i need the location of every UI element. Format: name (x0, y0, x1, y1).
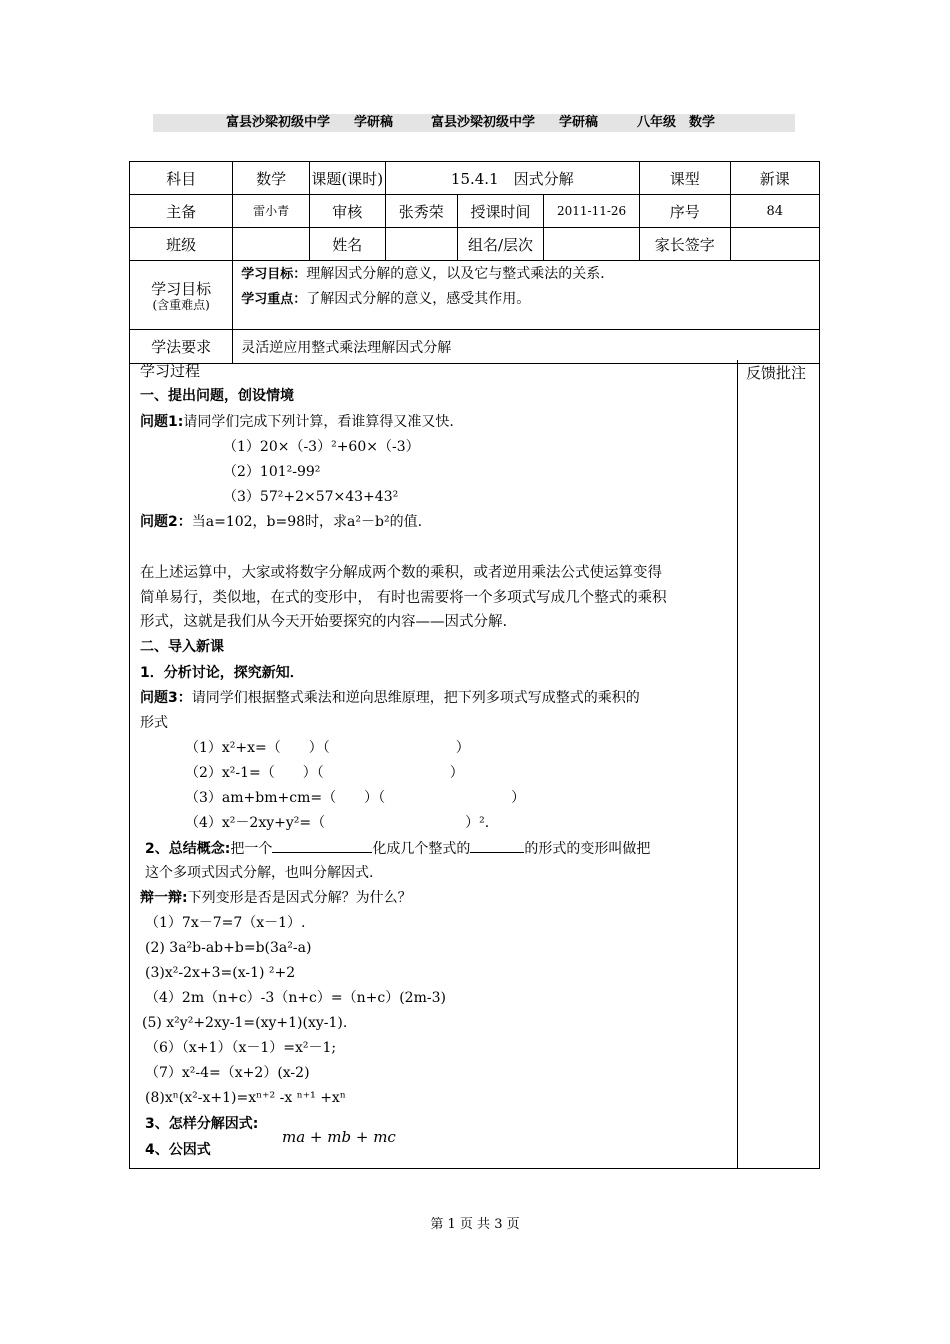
calc-3: （3）57²+2×57×43+43² (223, 489, 399, 505)
header-school-1: 富县沙梁初级中学 (226, 115, 331, 130)
concept-summary (145, 838, 650, 859)
calc-2: （2）101²-99² (223, 464, 321, 480)
time-label: 授课时间 (457, 195, 543, 228)
goal2-title: 学习重点： (241, 292, 307, 307)
factor-problem-1: （1）x²+x=（ ）（ ） (185, 740, 470, 756)
header-tag-1: 学研稿 (354, 115, 394, 130)
goal2-text: 了解因式分解的意义，感受其作用。 (306, 291, 531, 307)
header-grade: 八年级 (637, 115, 677, 130)
intro-paragraph-line-3: 形式，这就是我们从今天开始要探究的内容——因式分解. (140, 614, 508, 630)
question-1-text: 请同学们完成下列计算，看谁算得又准又快. (183, 414, 454, 430)
question-3-text-line-2: 形式 (140, 715, 168, 731)
debate-item-3: (3)x²-2x+3=(x-1) ²+2 (145, 965, 296, 981)
seq-label: 序号 (640, 195, 731, 228)
method-label: 学法要求 (130, 330, 233, 364)
goal-label: 学习目标 (151, 280, 212, 298)
feedback-label: 反馈批注 (746, 364, 807, 382)
type-value: 新课 (730, 162, 820, 195)
debate-item-1: （1）7x－7=7（x－1）. (145, 915, 306, 931)
factor-problem-3: （3）am+bm+cm=（ ）（ ） (185, 790, 526, 806)
debate-title: 辩一辩: (140, 890, 188, 906)
type-label: 课型 (640, 162, 731, 195)
question-2 (140, 512, 422, 532)
debate-item-4: （4）2m（n+c）-3（n+c）=（n+c）(2m-3) (145, 990, 446, 1006)
question-3-text: 请同学们根据整式乘法和逆向思维原理，把下列多项式写成整式的乘积的 (191, 690, 640, 706)
question-2-text: 当a=102，b=98时，求a²－b²的值. (191, 514, 423, 530)
goal-label-cell (130, 261, 233, 330)
process-title: 学习过程 (140, 362, 201, 380)
parent-value (730, 228, 820, 261)
debate-item-7: （7）x²-4=（x+2）(x-2) (145, 1065, 310, 1081)
subsection-1-heading: 1．分析讨论，探究新知． (140, 665, 304, 681)
question-1 (140, 412, 454, 432)
concept-line-2: 这个多项式因式分解，也叫分解因式. (145, 865, 374, 881)
debate-item-5: (5) x²y²+2xy-1=(xy+1)(xy-1). (142, 1015, 348, 1031)
name-value (385, 228, 457, 261)
calc-1: （1）20×（-3）²+60×（-3） (223, 439, 420, 455)
question-3-title: 问题3： (140, 690, 192, 706)
factor-problem-2: （2）x²-1=（ ）（ ） (185, 765, 464, 781)
class-label: 班级 (130, 228, 233, 261)
concept-text-c: 的形式的变形叫做把 (524, 841, 651, 857)
question-3 (140, 688, 640, 708)
subject-value: 数学 (233, 162, 310, 195)
debate-text: 下列变形是否是因式分解？为什么？ (187, 890, 412, 906)
debate (140, 888, 412, 908)
lead-value: 雷小青 (233, 195, 310, 228)
group-value (544, 228, 640, 261)
concept-text-a: 把一个 (230, 841, 273, 857)
section-4-heading: 4、公因式 (145, 1142, 211, 1158)
header-school-2: 富县沙梁初级中学 (431, 115, 536, 130)
parent-label: 家长签字 (640, 228, 731, 261)
concept-text-b: 化成几个整式的 (372, 841, 471, 857)
concept-blank-2[interactable] (470, 838, 524, 853)
section-1-heading: 一、提出问题，创设情境 (140, 388, 294, 404)
review-label: 审核 (309, 195, 385, 228)
topic-label: 课题(课时) (309, 162, 385, 195)
topic-value: 15.4.1 因式分解 (385, 162, 639, 195)
page-footer: 第 1 页 共 3 页 (430, 1217, 520, 1232)
feedback-divider (737, 360, 738, 1168)
intro-paragraph-line-2: 简单易行，类似地，在式的变形中， 有时也需要将一个多项式写成几个整式的乘积 (140, 590, 667, 606)
subject-label: 科目 (130, 162, 233, 195)
question-1-title: 问题1: (140, 414, 184, 430)
method-text: 灵活逆应用整式乘法理解因式分解 (233, 330, 820, 364)
debate-item-8: (8)xⁿ(x²-x+1)=xⁿ⁺² -x ⁿ⁺¹ +xⁿ (145, 1090, 346, 1106)
intro-paragraph-line-1: 在上述运算中，大家或将数字分解成两个数的乘积，或者逆用乘法公式使运算变得 (140, 565, 662, 581)
goal1-title: 学习目标： (241, 267, 307, 282)
math-expression: ma + mb + mc (282, 1128, 396, 1146)
concept-title: 2、总结概念: (145, 841, 231, 857)
header-tag-2: 学研稿 (559, 115, 599, 130)
section-2-heading: 二、导入新课 (140, 639, 224, 655)
header-subject: 数学 (689, 115, 716, 130)
class-value (233, 228, 310, 261)
lead-label: 主备 (130, 195, 233, 228)
debate-item-6: （6）（x+1）（x－1）=x²－1; (145, 1040, 337, 1056)
name-label: 姓名 (309, 228, 385, 261)
page-header-band (153, 114, 795, 132)
time-value: 2011-11-26 (544, 195, 640, 228)
concept-blank-1[interactable] (272, 838, 372, 853)
lesson-info-table (129, 161, 820, 364)
question-2-title: 问题2： (140, 514, 192, 530)
goal-content (233, 261, 820, 330)
group-label: 组名/层次 (457, 228, 543, 261)
review-value: 张秀荣 (385, 195, 457, 228)
goal-sub-label: (含重难点) (152, 298, 210, 312)
debate-item-2: (2) 3a²b-ab+b=b(3a²-a) (145, 940, 312, 956)
seq-value: 84 (730, 195, 820, 228)
factor-problem-4: （4）x²－2xy+y²=（ ）². (185, 815, 490, 831)
goal1-text: 理解因式分解的意义，以及它与整式乘法的关系． (306, 266, 615, 282)
learning-process-section (129, 360, 820, 1169)
section-3-heading: 3、怎样分解因式: (145, 1116, 259, 1132)
